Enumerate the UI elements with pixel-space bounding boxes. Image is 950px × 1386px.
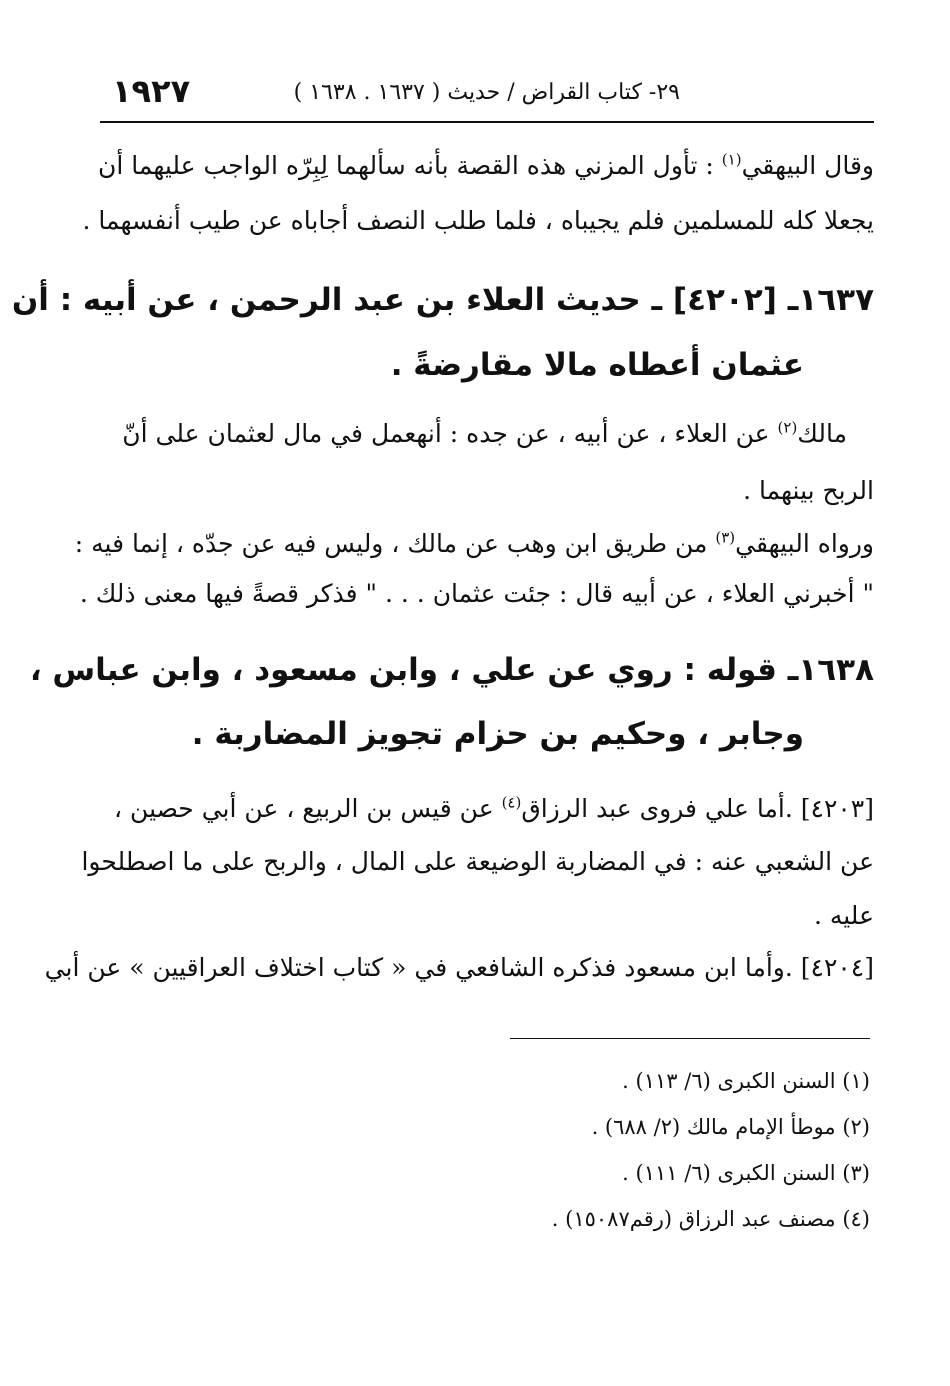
paragraph-2-text: مالك bbox=[797, 419, 847, 448]
paragraph-2-text-cont: عن العلاء ، عن أبيه ، عن جده : أنهعمل في مال لعثمان على أنّ bbox=[122, 419, 778, 448]
footnote-separator bbox=[510, 1038, 870, 1039]
hadith-1637-heading-line-1: ١٦٣٧ـ [٤٢٠٢] ـ حديث العلاء بن عبد الرحمن ، عن أبيه : أن bbox=[11, 282, 874, 318]
paragraph-4-text: [٤٢٠٣] .أما علي فروى عبد الرزاق bbox=[521, 794, 874, 823]
paragraph-3-line-2: " أخبرني العلاء ، عن أبيه قال : جئت عثمان . . . " فذكر قصةً فيها معنى ذلك . bbox=[79, 579, 874, 608]
footnote-1: (١) السنن الكبرى (٦/ ١١٣) . bbox=[622, 1069, 870, 1093]
paragraph-1-line-2: يجعلا كله للمسلمين فلم يجيباه ، فلما طلب النصف أجاباه عن طيب أنفسهما . bbox=[82, 206, 874, 235]
paragraph-4-line-1 bbox=[114, 793, 874, 826]
paragraph-2-line-2: الربح بينهما . bbox=[743, 476, 874, 505]
paragraph-1-text-cont: : تأول المزني هذه القصة بأنه سألهما لِبِرّه الواجب عليهما أن bbox=[98, 151, 722, 180]
footnote-4: (٤) مصنف عبد الرزاق (رقم١٥٠٨٧) . bbox=[551, 1207, 870, 1231]
hadith-1638-heading-line-1: ١٦٣٨ـ قوله : روي عن علي ، وابن مسعود ، وابن عباس ، bbox=[29, 652, 874, 688]
footnote-2: (٢) موطأ الإمام مالك (٢/ ٦٨٨) . bbox=[591, 1115, 870, 1139]
paragraph-1-line-1 bbox=[98, 150, 874, 183]
footnote-ref-4: (٤) bbox=[501, 793, 522, 812]
footnote-ref-3: (٣) bbox=[715, 528, 736, 547]
paragraph-4-text-cont: عن قيس بن الربيع ، عن أبي حصين ، bbox=[114, 794, 502, 823]
paragraph-5-line-1: [٤٢٠٤] .وأما ابن مسعود فذكره الشافعي في « كتاب اختلاف العراقيين » عن أبي bbox=[44, 953, 874, 982]
paragraph-1-text: وقال البيهقي bbox=[741, 151, 874, 180]
paragraph-3-text: ورواه البيهقي bbox=[735, 529, 874, 558]
paragraph-2-line-1 bbox=[122, 418, 847, 451]
footnote-ref-1: (١) bbox=[721, 150, 742, 169]
running-title: ٢٩- كتاب القراض / حديث ( ١٦٣٧ . ١٦٣٨ ) bbox=[293, 80, 680, 105]
hadith-1638-heading-line-2: وجابر ، وحكيم بن حزام تجويز المضاربة . bbox=[191, 716, 804, 752]
paragraph-4-line-2: عن الشعبي عنه : في المضاربة الوضيعة على المال ، والربح على ما اصطلحوا bbox=[81, 847, 874, 876]
hadith-1637-heading-line-2: عثمان أعطاه مالا مقارضةً . bbox=[390, 347, 804, 383]
footnote-ref-2: (٢) bbox=[777, 418, 798, 437]
page-number: ١٩٢٧ bbox=[112, 72, 191, 110]
paragraph-3-line-1 bbox=[75, 528, 874, 561]
header-rule bbox=[100, 121, 874, 123]
paragraph-4-line-3: عليه . bbox=[813, 901, 874, 930]
paragraph-3-text-cont: من طريق ابن وهب عن مالك ، وليس فيه عن جدّه ، إنما فيه : bbox=[74, 529, 716, 558]
footnote-3: (٣) السنن الكبرى (٦/ ١١١) . bbox=[622, 1161, 870, 1185]
